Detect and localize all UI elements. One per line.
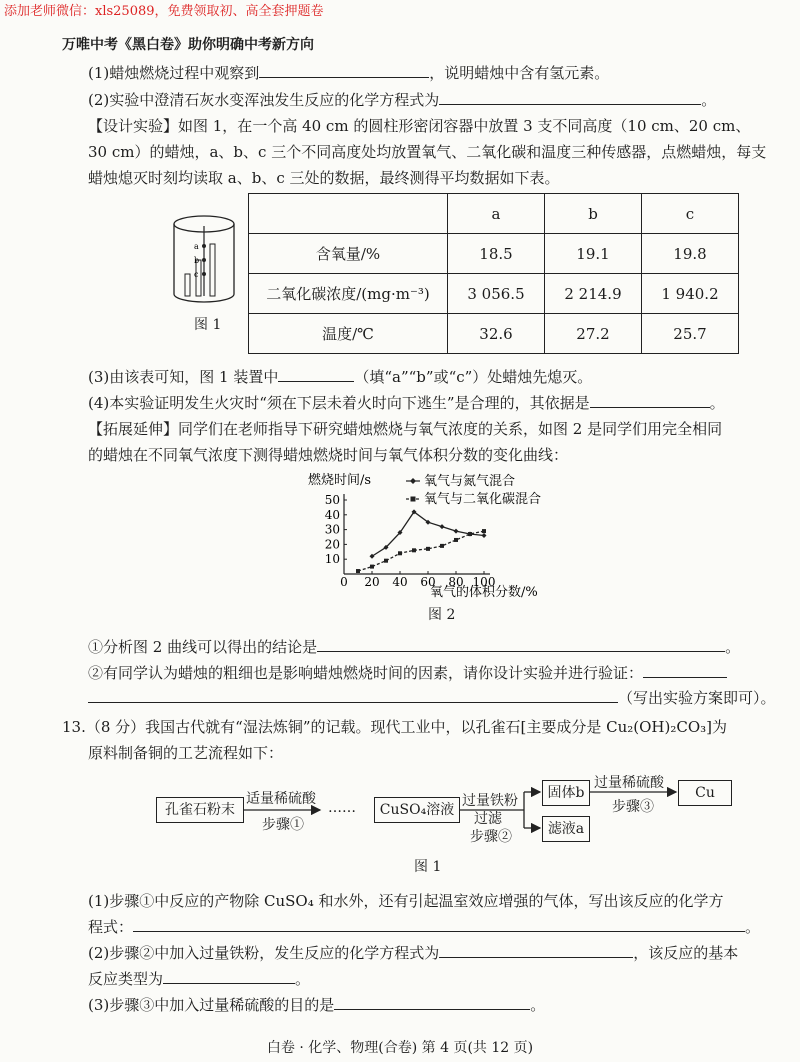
data-point <box>412 548 416 552</box>
data-point <box>384 559 388 563</box>
question-2-end: 。 <box>701 91 717 109</box>
data-point <box>426 547 430 551</box>
part-3-end: 。 <box>530 996 546 1014</box>
part-1-text: (1)步骤①中反应的产物除 CuSO₄ 和水外，还有引起温室效应增强的气体，写出该反应的化学方 <box>88 892 724 910</box>
part-2-end: 。 <box>295 970 311 988</box>
figure-13-label: 图 1 <box>414 859 442 875</box>
chart-y-tick-label: 40 <box>324 507 340 522</box>
step-1-label: 步骤① <box>262 817 304 833</box>
table-header-cell: b <box>545 194 642 234</box>
question-1-end: ，说明蜡烛中含有氢元素。 <box>429 64 610 82</box>
table-row <box>249 274 739 314</box>
extension-text-2: 的蜡烛在不同氧气浓度下测得蜡烛燃烧时间与氧气体积分数的变化曲线： <box>88 446 569 464</box>
table-header-cell: a <box>448 194 545 234</box>
part-2-text: (2)步骤②中加入过量铁粉，发生反应的化学方程式为 <box>88 944 440 962</box>
legend-marker <box>410 478 416 484</box>
answer-blank[interactable] <box>590 393 710 408</box>
table-cell: 19.8 <box>642 234 739 274</box>
table-cell: 温度/℃ <box>249 314 448 354</box>
part-1-prefix: 程式： <box>88 918 134 936</box>
part-2-mid: ，该反应的基本 <box>633 944 739 962</box>
answer-blank[interactable] <box>439 943 633 958</box>
answer-blank[interactable] <box>88 688 618 703</box>
chart-x-axis-label: 氧气的体积分数/% <box>430 585 538 600</box>
data-point <box>356 569 360 573</box>
step-3-label: 步骤③ <box>612 799 654 815</box>
page-footer: 白卷 · 化学、物理(合卷) 第 4 页(共 12 页) <box>266 1040 534 1056</box>
data-point <box>370 565 374 569</box>
conclusion-1 <box>88 636 740 657</box>
part-2 <box>88 942 738 963</box>
page-header: 万唯中考《黑白卷》助你明确中考新方向 <box>62 37 314 53</box>
answer-blank[interactable] <box>439 90 701 105</box>
table-cell: 27.2 <box>545 314 642 354</box>
table-cell: 19.1 <box>545 234 642 274</box>
conclusion-2-end: （写出实验方案即可）。 <box>618 689 776 707</box>
svg-text:a: a <box>194 242 199 251</box>
conclusion-1-end: 。 <box>725 638 741 656</box>
data-point <box>454 538 458 542</box>
data-point <box>482 533 487 538</box>
flow-box-start: 孔雀石粉末 <box>156 797 244 823</box>
chart-x-tick-label: 80 <box>448 575 464 589</box>
answer-blank[interactable] <box>643 663 727 678</box>
table-cell: 2 214.9 <box>545 274 642 314</box>
svg-text:b: b <box>194 256 200 265</box>
data-point <box>398 551 402 555</box>
design-text-2: 30 cm）的蜡烛，a、b、c 三个不同高度处均放置氧气、二氧化碳和温度三种传感器，点燃蜡烛，每支 <box>88 143 767 161</box>
conclusion-2 <box>88 662 727 683</box>
flow-box-filtrate-a: 滤液a <box>542 816 590 842</box>
question-3 <box>88 366 592 387</box>
part-3-text: (3)步骤③中加入过量稀硫酸的目的是 <box>88 996 335 1014</box>
table-cell: 二氧化碳浓度/(mg·m⁻³) <box>249 274 448 314</box>
answer-blank[interactable] <box>163 969 295 984</box>
question-1 <box>88 62 609 83</box>
step-3-reagent: 过量稀硫酸 <box>594 775 664 791</box>
question-13-text-1: 13.（8 分）我国古代就有“湿法炼铜”的记载。现代工业中，以孔雀石[主要成分是 Cu₂(OH)₂CO₃]为 <box>62 718 728 736</box>
chart-x-tick-label: 60 <box>420 575 436 589</box>
svg-text:c: c <box>194 270 199 279</box>
chart-y-axis-label: 燃烧时间/s <box>308 473 372 488</box>
table-header-row <box>249 194 739 234</box>
step-2-operation: 过滤 <box>474 811 502 827</box>
chart-y-tick-label: 30 <box>324 522 340 537</box>
flow-box-cu: Cu <box>678 780 732 806</box>
question-4-end: 。 <box>709 394 725 412</box>
part-3 <box>88 994 545 1015</box>
data-point <box>482 529 486 533</box>
answer-blank[interactable] <box>278 367 354 382</box>
table-header-cell <box>249 194 448 234</box>
watermark: 添加老师微信：xls25089，免费领取初、高全套押题卷 <box>4 4 324 19</box>
chart-x-tick-label: 40 <box>392 575 408 589</box>
flow-ellipsis: …… <box>328 800 356 816</box>
series-line <box>358 531 484 571</box>
extension-text-1: 【拓展延伸】同学们在老师指导下研究蜡烛燃烧与氧气浓度的关系，如图 2 是同学们用完全相同 <box>88 420 723 438</box>
design-text-1: 【设计实验】如图 1，在一个高 40 cm 的圆柱形密闭容器中放置 3 支不同高度（10 cm、20 cm、 <box>88 117 751 135</box>
step-2-reagent: 过量铁粉 <box>462 793 518 809</box>
table-row <box>249 234 739 274</box>
legend-marker <box>411 497 416 502</box>
part-1-end: 。 <box>745 918 761 936</box>
chart-x-tick-label: 100 <box>472 575 496 589</box>
question-3-text: (3)由该表可知，图 1 装置中 <box>88 368 279 386</box>
legend-item: 氧气与氮气混合 <box>424 474 516 489</box>
figure-1-label: 图 1 <box>194 317 222 333</box>
table-row <box>249 314 739 354</box>
conclusion-1-text: ①分析图 2 曲线可以得出的结论是 <box>88 638 318 656</box>
part-2-line-2 <box>88 968 310 989</box>
question-2 <box>88 89 716 110</box>
chart-y-tick-label: 10 <box>324 552 340 567</box>
data-point <box>468 532 472 536</box>
answer-blank[interactable] <box>133 917 745 932</box>
answer-blank[interactable] <box>334 995 530 1010</box>
legend-item: 氧气与二氧化碳混合 <box>424 492 542 507</box>
table-cell: 25.7 <box>642 314 739 354</box>
chart-y-tick-label: 20 <box>324 537 340 552</box>
burn-time-chart <box>300 470 590 600</box>
table-cell: 含氧量/% <box>249 234 448 274</box>
sensor-data-table <box>248 193 739 354</box>
flow-box-cuso4: CuSO₄溶液 <box>374 797 460 823</box>
answer-blank[interactable] <box>317 637 725 652</box>
table-cell: 1 940.2 <box>642 274 739 314</box>
table-cell: 3 056.5 <box>448 274 545 314</box>
figure-2-label: 图 2 <box>428 607 456 623</box>
table-cell: 18.5 <box>448 234 545 274</box>
design-text-3: 蜡烛熄灭时刻均读取 a、b、c 三处的数据，最终测得平均数据如下表。 <box>88 169 560 187</box>
part-2-prefix: 反应类型为 <box>88 970 164 988</box>
table-cell: 32.6 <box>448 314 545 354</box>
conclusion-2-text: ②有同学认为蜡烛的粗细也是影响蜡烛燃烧时间的因素，请你设计实验并进行验证： <box>88 664 644 682</box>
flow-box-solid-b: 固体b <box>542 780 590 806</box>
data-point <box>440 544 444 548</box>
question-4-text: (4)本实验证明发生火灾时“须在下层未着火时向下逃生”是合理的，其依据是 <box>88 394 590 412</box>
step-2-label: 步骤② <box>470 829 512 845</box>
chart-legend <box>406 474 541 507</box>
part-1-line-2 <box>88 916 760 937</box>
question-4 <box>88 392 725 413</box>
question-2-text: (2)实验中澄清石灰水变浑浊发生反应的化学方程式为 <box>88 91 440 109</box>
step-1-reagent: 适量稀硫酸 <box>246 791 316 807</box>
question-13-text-2: 原料制备铜的工艺流程如下： <box>88 744 284 762</box>
cylinder-apparatus-diagram <box>164 212 244 308</box>
data-point <box>454 529 459 534</box>
chart-x-tick-label: 0 <box>340 575 348 589</box>
table-header-cell: c <box>642 194 739 234</box>
question-3-end: （填“a”“b”或“c”）处蜡烛先熄灭。 <box>354 368 593 386</box>
answer-blank[interactable] <box>259 63 429 78</box>
data-point <box>440 524 445 529</box>
chart-y-tick-label: 50 <box>324 493 340 507</box>
conclusion-2-line-2 <box>88 687 776 708</box>
question-1-text: (1)蜡烛燃烧过程中观察到 <box>88 64 260 82</box>
chart-x-tick-label: 20 <box>364 575 380 589</box>
